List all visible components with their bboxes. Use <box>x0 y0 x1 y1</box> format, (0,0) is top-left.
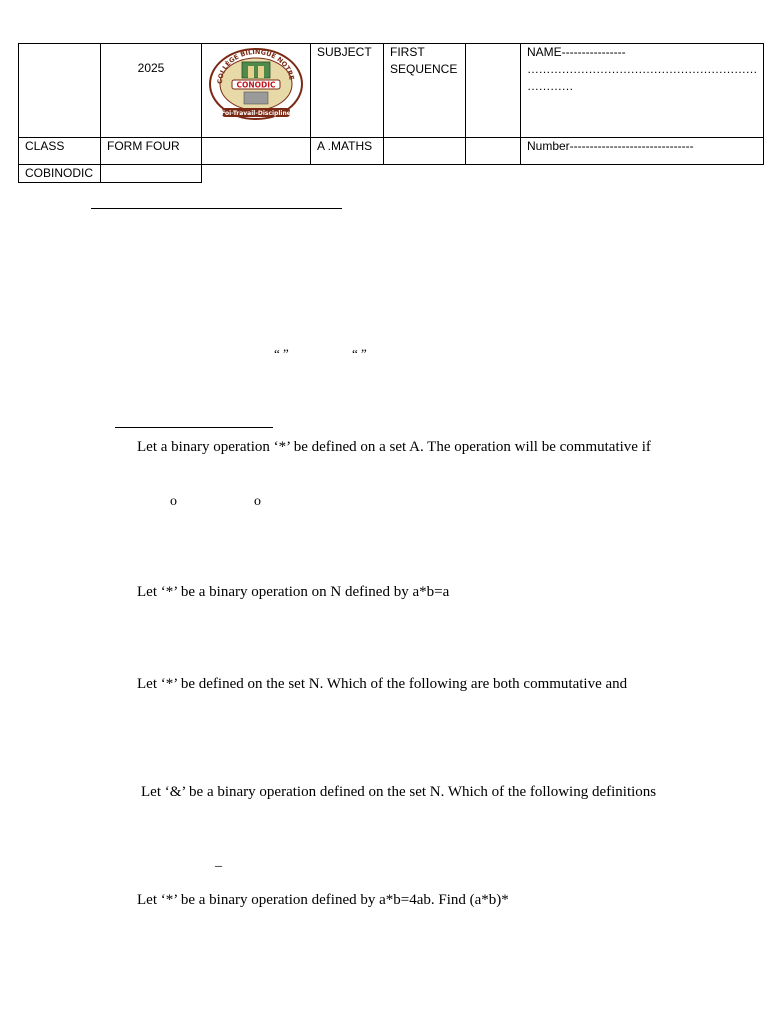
svg-text:CONODIC: CONODIC <box>236 80 276 90</box>
school-logo <box>202 44 311 138</box>
dash-mark: _ <box>215 854 222 869</box>
header-cell-empty <box>466 138 521 165</box>
svg-text:COLLÈGE BILINGUE NOTRE DAME DE: COLLÈGE BILINGUE NOTRE <box>215 47 296 85</box>
header-cell-empty <box>466 44 521 138</box>
header-cell-empty <box>19 44 101 138</box>
sequence-line-1: FIRST <box>390 45 425 59</box>
question-2: Let ‘*’ be a binary operation on N defined by a*b=a <box>137 584 450 600</box>
quote-marks-right: “ ” <box>352 346 367 361</box>
question-5: Let ‘*’ be a binary operation defined by a*b=4ab. Find (a*b)* <box>137 892 509 908</box>
number-label: Number------------------------------- <box>521 138 764 165</box>
school-seal-icon <box>202 44 310 121</box>
name-dots-line-2: ………… <box>527 79 573 93</box>
sequence-line-2: SEQUENCE <box>390 62 458 76</box>
school-value <box>101 165 202 183</box>
name-dots-line-1: …………………………………………………… <box>527 62 757 76</box>
sequence-cell <box>384 44 466 138</box>
subject-value: A .MATHS <box>311 138 384 165</box>
question-3: Let ‘*’ be defined on the set N. Which of the following are both commutative and <box>137 676 628 692</box>
circle-mark-a: o <box>170 494 177 509</box>
header-table <box>18 43 764 183</box>
section-underline <box>115 427 273 428</box>
blank-space <box>202 165 764 183</box>
svg-text:Foi-Travail-Discipline: Foi-Travail-Discipline <box>221 110 291 117</box>
year-cell: 2025 <box>101 44 202 138</box>
class-value: FORM FOUR <box>101 138 202 165</box>
header-cell-empty <box>384 138 466 165</box>
quote-marks-left: “ ” <box>274 346 289 361</box>
class-label: CLASS <box>19 138 101 165</box>
school-label: COBINODIC <box>19 165 101 183</box>
question-4: Let ‘&’ be a binary operation defined on the set N. Which of the following definitions <box>141 784 657 800</box>
name-cell <box>521 44 764 138</box>
circle-mark-b: o <box>254 494 261 509</box>
name-label: NAME---------------- <box>527 45 626 59</box>
subject-label: SUBJECT <box>311 44 384 138</box>
question-1: Let a binary operation ‘*’ be defined on a set A. The operation will be commutative if <box>137 439 651 455</box>
title-underline <box>91 208 342 209</box>
header-cell-empty <box>202 138 311 165</box>
